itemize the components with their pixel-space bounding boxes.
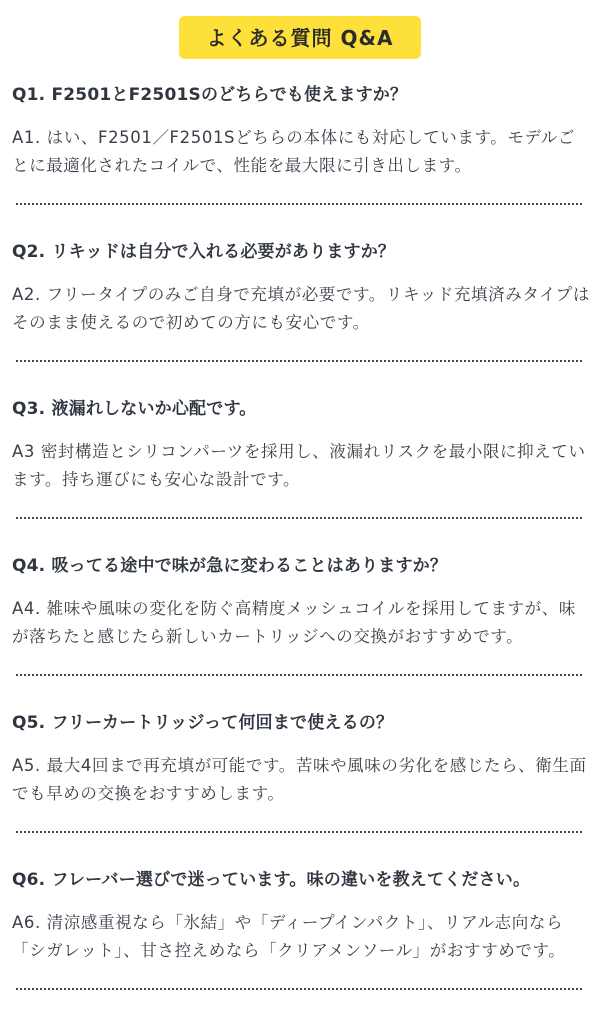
faq-item-5 [0, 700, 600, 857]
faq-answer-5: A5. 最大4回まで再充填が可能です。苦味や風味の劣化を感じたら、衛生面でも早めの交換をおすすめします。 [12, 756, 587, 803]
faq-item-2 [0, 229, 600, 386]
faq-answer-6: A6. 清涼感重視なら「氷結」や「ディープインパクト」、リアル志向なら「シガレット」、甘さ控えめなら「クリアメンソール」がおすすめです。 [12, 913, 566, 960]
faq-answer-1: A1. はい、F2501／F2501Sどちらの本体にも対応しています。モデルごとに最適化されたコイルで、性能を最大限に引き出します。 [12, 128, 575, 175]
faq-divider [16, 831, 582, 833]
faq-question-2: Q2. リキッドは自分で入れる必要がありますか？ [12, 242, 396, 262]
faq-title-wrapper [0, 16, 600, 59]
faq-question-1: Q1. F2501とF2501Sのどちらでも使えますか？ [12, 85, 408, 105]
faq-question-4: Q4. 吸ってる途中で味が急に変わることはありますか？ [12, 556, 448, 576]
faq-item-1 [0, 72, 600, 229]
faq-item-3 [0, 386, 600, 543]
faq-divider [16, 988, 582, 990]
faq-question-5: Q5. フリーカートリッジって何回まで使えるの？ [12, 713, 394, 733]
faq-title: よくある質問 Q&A [179, 16, 422, 59]
faq-item-6 [0, 857, 600, 1014]
faq-divider [16, 517, 582, 519]
faq-divider [16, 360, 582, 362]
faq-item-4 [0, 543, 600, 700]
faq-answer-2: A2. フリータイプのみご自身で充填が必要です。リキッド充填済みタイプはそのまま使えるので初めての方にも安心です。 [12, 285, 590, 332]
faq-list [0, 72, 600, 1014]
faq-answer-4: A4. 雑味や風味の変化を防ぐ高精度メッシュコイルを採用してますが、味が落ちたと感じたら新しいカートリッジへの交換がおすすめです。 [12, 599, 576, 646]
faq-divider [16, 674, 582, 676]
faq-divider [16, 203, 582, 205]
faq-answer-3: A3 密封構造とシリコンパーツを採用し、液漏れリスクを最小限に抑えています。持ち運びにも安心な設計です。 [12, 442, 586, 489]
faq-question-3: Q3. 液漏れしないか心配です。 [12, 399, 257, 419]
faq-question-6: Q6. フレーバー選びで迷っています。味の違いを教えてください。 [12, 870, 531, 890]
